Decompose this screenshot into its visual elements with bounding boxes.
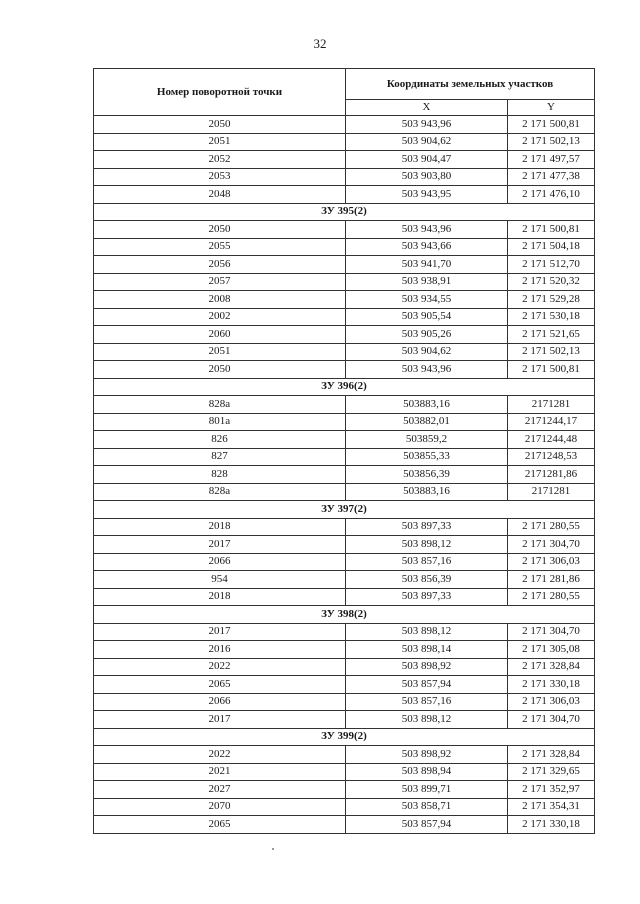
x-coordinate-cell: 503 943,66 xyxy=(346,238,508,256)
point-number-cell: 2066 xyxy=(94,553,346,571)
point-number-cell: 2066 xyxy=(94,693,346,711)
table-row xyxy=(94,431,595,449)
y-coordinate-cell: 2 171 520,32 xyxy=(508,273,595,291)
point-number-cell: 2051 xyxy=(94,343,346,361)
section-title: ЗУ 395(2) xyxy=(94,203,595,221)
table-row xyxy=(94,221,595,239)
table-row xyxy=(94,483,595,501)
table-row xyxy=(94,413,595,431)
section-row xyxy=(94,203,595,221)
table-row xyxy=(94,326,595,344)
x-coordinate-cell: 503 898,92 xyxy=(346,658,508,676)
table-row xyxy=(94,711,595,729)
x-coordinate-cell: 503 938,91 xyxy=(346,273,508,291)
table-row xyxy=(94,291,595,309)
table-row xyxy=(94,588,595,606)
table-row xyxy=(94,116,595,134)
y-coordinate-cell: 2 171 497,57 xyxy=(508,151,595,169)
table-row xyxy=(94,641,595,659)
x-coordinate-cell: 503 905,54 xyxy=(346,308,508,326)
x-coordinate-cell: 503 898,12 xyxy=(346,711,508,729)
section-title: ЗУ 396(2) xyxy=(94,378,595,396)
x-coordinate-cell: 503 934,55 xyxy=(346,291,508,309)
point-number-cell: 2055 xyxy=(94,238,346,256)
table-row xyxy=(94,693,595,711)
x-coordinate-cell: 503 897,33 xyxy=(346,588,508,606)
point-number-cell: 954 xyxy=(94,571,346,589)
stray-mark xyxy=(272,848,274,850)
x-coordinate-cell: 503859,2 xyxy=(346,431,508,449)
table-row xyxy=(94,763,595,781)
y-coordinate-cell: 2 171 328,84 xyxy=(508,658,595,676)
table-row xyxy=(94,798,595,816)
y-coordinate-cell: 2 171 530,18 xyxy=(508,308,595,326)
point-number-cell: 2065 xyxy=(94,816,346,834)
table-body xyxy=(94,116,595,834)
point-number-cell: 2050 xyxy=(94,221,346,239)
table-row xyxy=(94,571,595,589)
y-coordinate-cell: 2 171 306,03 xyxy=(508,693,595,711)
section-title: ЗУ 397(2) xyxy=(94,501,595,519)
x-coordinate-cell: 503 898,12 xyxy=(346,623,508,641)
x-coordinate-cell: 503 941,70 xyxy=(346,256,508,274)
table-row xyxy=(94,151,595,169)
table-row xyxy=(94,816,595,834)
point-number-cell: 828а xyxy=(94,483,346,501)
y-coordinate-cell: 2171281 xyxy=(508,483,595,501)
x-coordinate-cell: 503883,16 xyxy=(346,396,508,414)
y-coordinate-cell: 2 171 504,18 xyxy=(508,238,595,256)
table-row xyxy=(94,448,595,466)
table-row xyxy=(94,658,595,676)
table-row xyxy=(94,343,595,361)
point-number-cell: 2022 xyxy=(94,658,346,676)
header-y: Y xyxy=(508,100,595,116)
y-coordinate-cell: 2 171 512,70 xyxy=(508,256,595,274)
point-number-cell: 2060 xyxy=(94,326,346,344)
point-number-cell: 2050 xyxy=(94,361,346,379)
table-row xyxy=(94,536,595,554)
table-row xyxy=(94,676,595,694)
x-coordinate-cell: 503 904,47 xyxy=(346,151,508,169)
point-number-cell: 2057 xyxy=(94,273,346,291)
x-coordinate-cell: 503855,33 xyxy=(346,448,508,466)
section-row xyxy=(94,606,595,624)
point-number-cell: 827 xyxy=(94,448,346,466)
x-coordinate-cell: 503856,39 xyxy=(346,466,508,484)
x-coordinate-cell: 503 856,39 xyxy=(346,571,508,589)
point-number-cell: 2051 xyxy=(94,133,346,151)
point-number-cell: 2017 xyxy=(94,536,346,554)
y-coordinate-cell: 2171244,17 xyxy=(508,413,595,431)
point-number-cell: 2017 xyxy=(94,623,346,641)
y-coordinate-cell: 2 171 330,18 xyxy=(508,816,595,834)
point-number-cell: 2027 xyxy=(94,781,346,799)
y-coordinate-cell: 2 171 305,08 xyxy=(508,641,595,659)
x-coordinate-cell: 503883,16 xyxy=(346,483,508,501)
header-coordinates: Координаты земельных участков xyxy=(346,69,595,100)
x-coordinate-cell: 503 943,96 xyxy=(346,361,508,379)
table-row xyxy=(94,553,595,571)
point-number-cell: 2018 xyxy=(94,588,346,606)
x-coordinate-cell: 503 903,80 xyxy=(346,168,508,186)
x-coordinate-cell: 503 899,71 xyxy=(346,781,508,799)
point-number-cell: 828а xyxy=(94,396,346,414)
point-number-cell: 2053 xyxy=(94,168,346,186)
section-title: ЗУ 399(2) xyxy=(94,728,595,746)
x-coordinate-cell: 503 897,33 xyxy=(346,518,508,536)
table-row xyxy=(94,168,595,186)
y-coordinate-cell: 2171244,48 xyxy=(508,431,595,449)
y-coordinate-cell: 2 171 529,28 xyxy=(508,291,595,309)
y-coordinate-cell: 2 171 304,70 xyxy=(508,623,595,641)
x-coordinate-cell: 503 898,12 xyxy=(346,536,508,554)
table-row xyxy=(94,518,595,536)
point-number-cell: 2022 xyxy=(94,746,346,764)
x-coordinate-cell: 503 943,96 xyxy=(346,221,508,239)
point-number-cell: 826 xyxy=(94,431,346,449)
y-coordinate-cell: 2 171 280,55 xyxy=(508,588,595,606)
page-number: 32 xyxy=(313,36,327,51)
point-number-cell: 2016 xyxy=(94,641,346,659)
y-coordinate-cell: 2171248,53 xyxy=(508,448,595,466)
table-row xyxy=(94,781,595,799)
y-coordinate-cell: 2171281 xyxy=(508,396,595,414)
y-coordinate-cell: 2 171 502,13 xyxy=(508,343,595,361)
point-number-cell: 2048 xyxy=(94,186,346,204)
y-coordinate-cell: 2 171 330,18 xyxy=(508,676,595,694)
table-row xyxy=(94,133,595,151)
x-coordinate-cell: 503 904,62 xyxy=(346,133,508,151)
x-coordinate-cell: 503 904,62 xyxy=(346,343,508,361)
point-number-cell: 2018 xyxy=(94,518,346,536)
table-row xyxy=(94,256,595,274)
table-row xyxy=(94,466,595,484)
table-row xyxy=(94,238,595,256)
y-coordinate-cell: 2 171 280,55 xyxy=(508,518,595,536)
x-coordinate-cell: 503 905,26 xyxy=(346,326,508,344)
table-row xyxy=(94,308,595,326)
x-coordinate-cell: 503 857,16 xyxy=(346,553,508,571)
y-coordinate-cell: 2 171 477,38 xyxy=(508,168,595,186)
x-coordinate-cell: 503 898,94 xyxy=(346,763,508,781)
y-coordinate-cell: 2171281,86 xyxy=(508,466,595,484)
y-coordinate-cell: 2 171 328,84 xyxy=(508,746,595,764)
point-number-cell: 2017 xyxy=(94,711,346,729)
point-number-cell: 2070 xyxy=(94,798,346,816)
x-coordinate-cell: 503 858,71 xyxy=(346,798,508,816)
x-coordinate-cell: 503 857,16 xyxy=(346,693,508,711)
point-number-cell: 2021 xyxy=(94,763,346,781)
y-coordinate-cell: 2 171 352,97 xyxy=(508,781,595,799)
point-number-cell: 801а xyxy=(94,413,346,431)
point-number-cell: 2008 xyxy=(94,291,346,309)
point-number-cell: 2056 xyxy=(94,256,346,274)
point-number-cell: 2050 xyxy=(94,116,346,134)
table-header xyxy=(94,69,595,116)
x-coordinate-cell: 503 898,92 xyxy=(346,746,508,764)
y-coordinate-cell: 2 171 521,65 xyxy=(508,326,595,344)
section-row xyxy=(94,728,595,746)
section-title: ЗУ 398(2) xyxy=(94,606,595,624)
y-coordinate-cell: 2 171 476,10 xyxy=(508,186,595,204)
section-row xyxy=(94,501,595,519)
y-coordinate-cell: 2 171 281,86 xyxy=(508,571,595,589)
table-row xyxy=(94,746,595,764)
y-coordinate-cell: 2 171 304,70 xyxy=(508,711,595,729)
y-coordinate-cell: 2 171 500,81 xyxy=(508,361,595,379)
table-row xyxy=(94,396,595,414)
table-row xyxy=(94,273,595,291)
table-row xyxy=(94,623,595,641)
x-coordinate-cell: 503 943,95 xyxy=(346,186,508,204)
coordinates-table xyxy=(93,68,595,834)
x-coordinate-cell: 503 857,94 xyxy=(346,816,508,834)
y-coordinate-cell: 2 171 500,81 xyxy=(508,221,595,239)
section-row xyxy=(94,378,595,396)
x-coordinate-cell: 503882,01 xyxy=(346,413,508,431)
x-coordinate-cell: 503 857,94 xyxy=(346,676,508,694)
x-coordinate-cell: 503 943,96 xyxy=(346,116,508,134)
y-coordinate-cell: 2 171 502,13 xyxy=(508,133,595,151)
header-x: X xyxy=(346,100,508,116)
y-coordinate-cell: 2 171 306,03 xyxy=(508,553,595,571)
y-coordinate-cell: 2 171 329,65 xyxy=(508,763,595,781)
point-number-cell: 2065 xyxy=(94,676,346,694)
point-number-cell: 2002 xyxy=(94,308,346,326)
point-number-cell: 2052 xyxy=(94,151,346,169)
y-coordinate-cell: 2 171 354,31 xyxy=(508,798,595,816)
y-coordinate-cell: 2 171 500,81 xyxy=(508,116,595,134)
header-point-number: Номер поворотной точки xyxy=(94,69,346,116)
y-coordinate-cell: 2 171 304,70 xyxy=(508,536,595,554)
table-row xyxy=(94,361,595,379)
point-number-cell: 828 xyxy=(94,466,346,484)
x-coordinate-cell: 503 898,14 xyxy=(346,641,508,659)
table-row xyxy=(94,186,595,204)
